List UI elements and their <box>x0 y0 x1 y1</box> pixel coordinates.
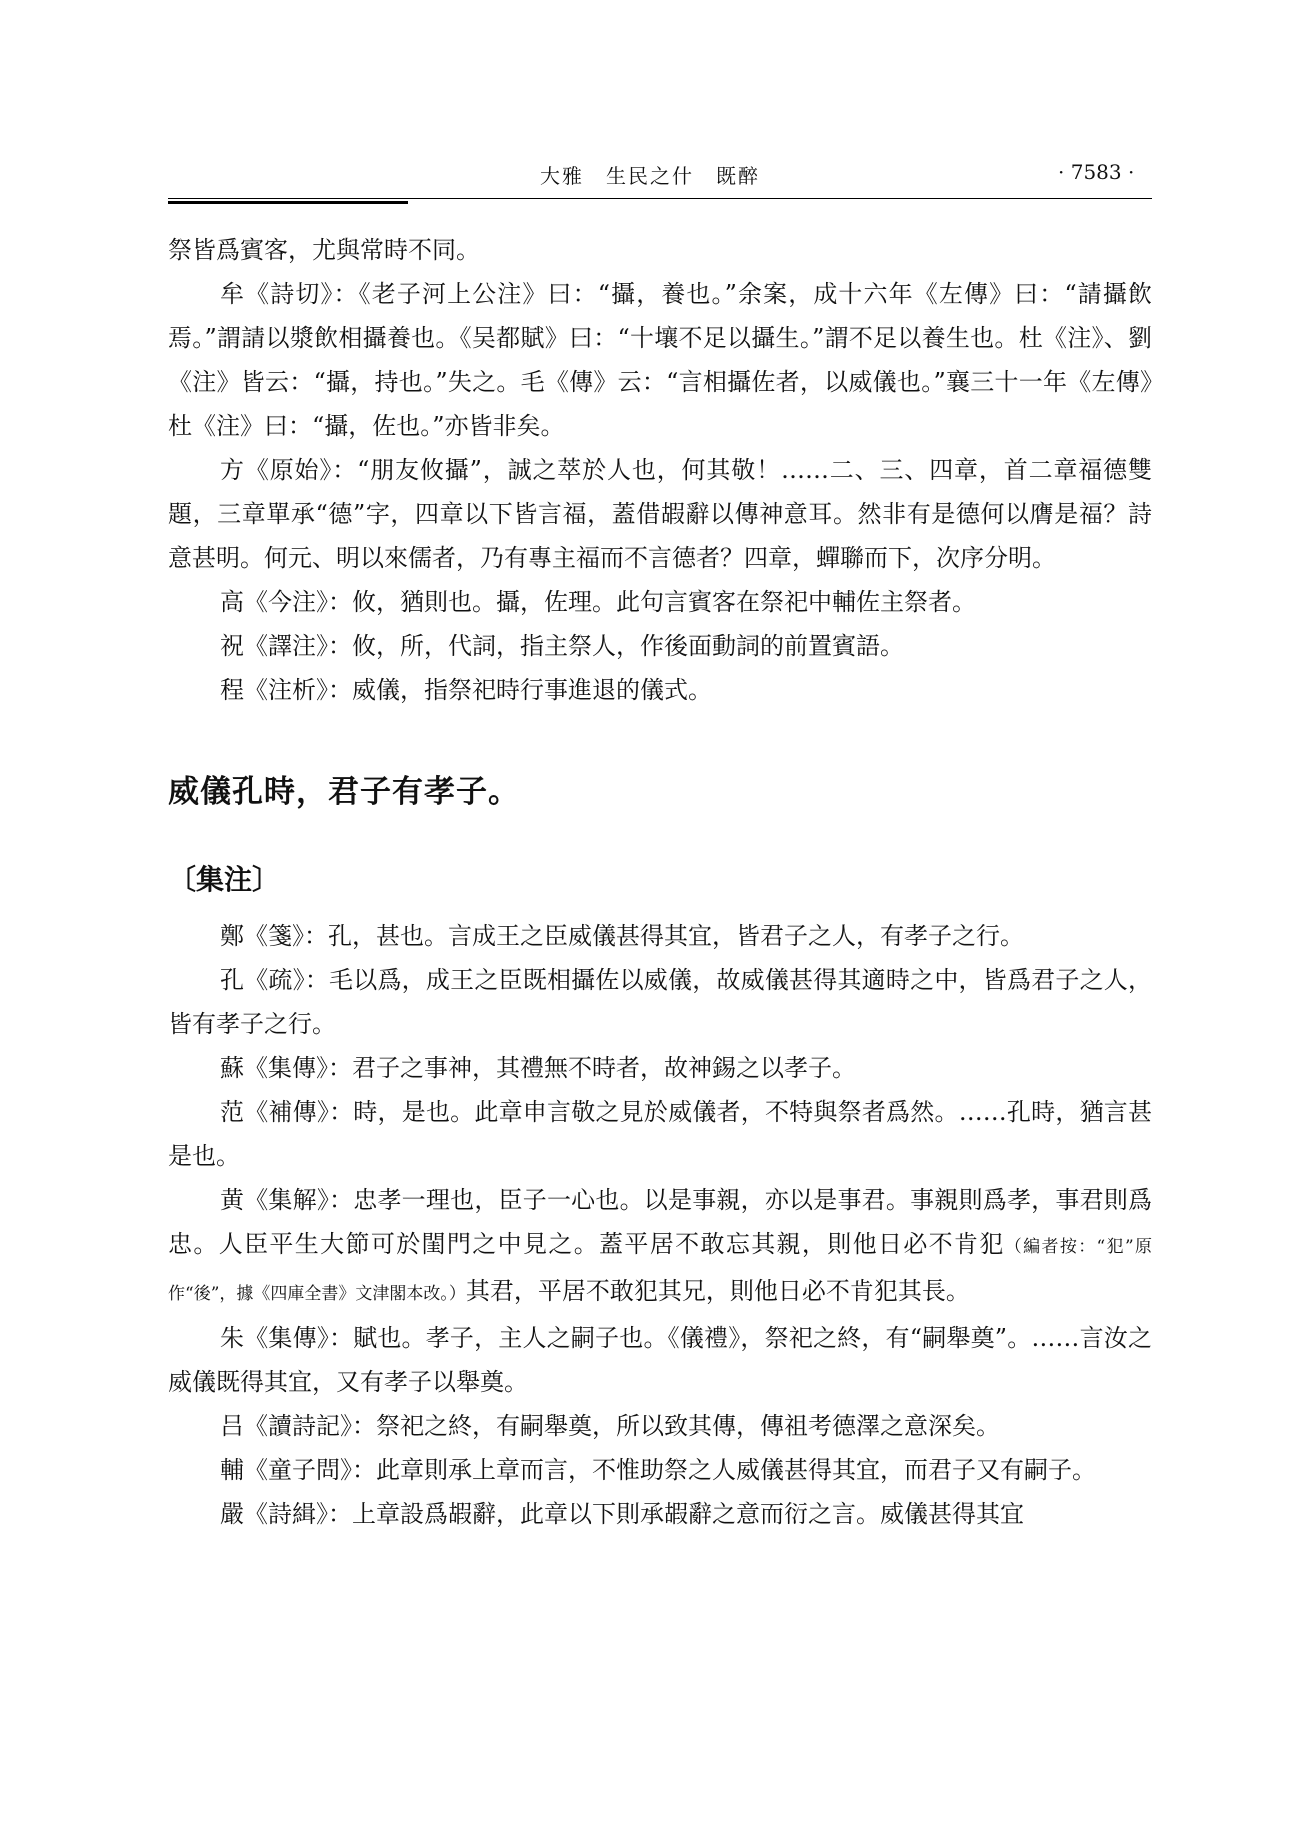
editor-note: （編者按：“犯”原作“後”，據《四庫全書》文津閣本改。） <box>168 1237 1152 1304</box>
paragraph-gao: 高《今注》：攸，猶則也。攝，佐理。此句言賓客在祭祀中輔佐主祭者。 <box>220 588 976 616</box>
paragraph-continuation: 祭皆爲賓客，尤與常時不同。 <box>168 236 480 264</box>
paragraph-cheng: 程《注析》：威儀，指祭祀時行事進退的儀式。 <box>220 676 712 704</box>
paragraph-lv: 吕《讀詩記》：祭祀之終，有嗣舉奠，所以致其傳，傳祖考德澤之意深矣。 <box>220 1412 1000 1440</box>
header-rule <box>168 198 1152 199</box>
running-head-title: 大雅 生民之什 既醉 <box>540 164 760 188</box>
header-rule-thick <box>168 201 408 204</box>
paragraph-huang-text: 黄《集解》：忠孝一理也，臣子一心也。以是事親，亦以是事君。事親則爲孝，事君則爲忠。人臣平生大節可於閨門之中見之。蓋平居不敢忘其親，則他日必不肯犯 <box>168 1186 1152 1258</box>
page-body <box>168 228 1152 1536</box>
paragraph-zheng: 鄭《箋》：孔，甚也。言成王之臣威儀甚得其宜，皆君子之人，有孝子之行。 <box>220 922 1024 950</box>
paragraph-su: 蘇《集傳》：君子之事神，其禮無不時者，故神錫之以孝子。 <box>220 1054 856 1082</box>
paragraph-zhu-yizhu: 祝《譯注》：攸，所，代詞，指主祭人，作後面動詞的前置賓語。 <box>220 632 904 660</box>
paragraph-fang: 方《原始》：“朋友攸攝”，誠之萃於人也，何其敬！……二、三、四章，首二章福德雙題，三章單承“德”字，四章以下皆言福，蓋借嘏辭以傳神意耳。然非有是德何以膺是福？詩意甚明。何元、明以來儒者，乃有專主福而不言德者？四章，蟬聯而下，次序分明。 <box>168 456 1152 572</box>
paragraph-zhu-jizhuan: 朱《集傳》：賦也。孝子，主人之嗣子也。《儀禮》，祭祀之終，有“嗣舉奠”。……言汝之威儀既得其宜，又有孝子以舉奠。 <box>168 1324 1152 1396</box>
paragraph-fu: 輔《童子問》：此章則承上章而言，不惟助祭之人威儀甚得其宜，而君子又有嗣子。 <box>220 1456 1096 1484</box>
page-number: · 7583 · <box>1058 160 1135 184</box>
paragraph-kong: 孔《疏》：毛以爲，成王之臣既相攝佐以威儀，故威儀甚得其適時之中，皆爲君子之人，皆有孝子之行。 <box>168 966 1152 1038</box>
paragraph-huang <box>168 1178 1152 1316</box>
verse-heading: 威儀孔時，君子有孝子。 <box>168 774 520 810</box>
paragraph-mou: 牟《詩切》：《老子河上公注》曰：“攝，養也。”余案，成十六年《左傳》曰：“請攝飲焉。”謂請以漿飲相攝養也。《吴都賦》曰：“十壤不足以攝生。”謂不足以養生也。杜《注》、劉《注》皆云：“攝，持也。”失之。毛《傳》云：“言相攝佐者，以威儀也。”襄三十一年《左傳》杜《注》曰：“攝，佐也。”亦皆非矣。 <box>168 280 1152 440</box>
paragraph-fan: 范《補傳》：時，是也。此章申言敬之見於威儀者，不特與祭者爲然。……孔時，猶言甚是也。 <box>168 1098 1152 1170</box>
paragraph-yan: 嚴《詩緝》：上章設爲嘏辭，此章以下則承嘏辭之意而衍之言。威儀甚得其宜 <box>220 1500 1024 1528</box>
section-label: 〔集注〕 <box>168 863 281 896</box>
paragraph-huang-text-end: 其君，平居不敢犯其兄，則他日必不肯犯其長。 <box>465 1277 970 1305</box>
running-head <box>0 160 1300 200</box>
